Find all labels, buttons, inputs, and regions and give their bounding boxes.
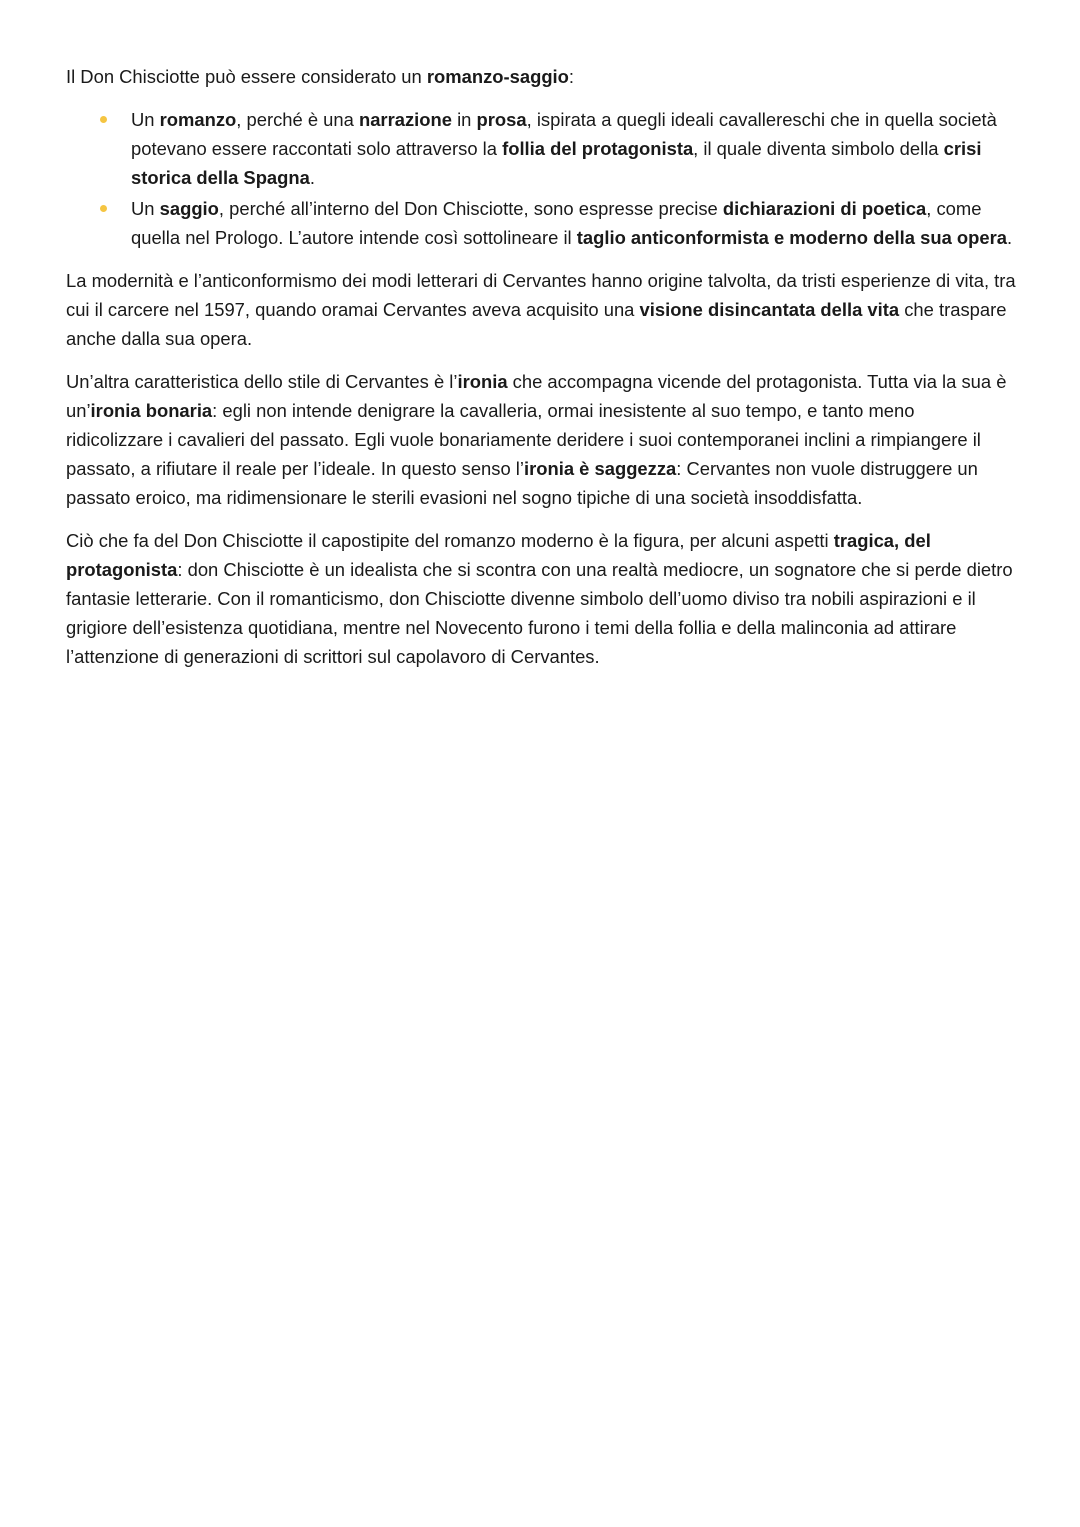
bold-term: narrazione — [358, 109, 452, 130]
text-run: . — [309, 167, 315, 188]
intro-bold-term: romanzo-saggio — [426, 66, 569, 87]
body-paragraph — [66, 266, 1016, 353]
body-paragraph — [66, 526, 1016, 671]
bold-term: taglio anticonformista e moderno della sua opera — [576, 227, 1007, 248]
bold-term: tragica, del protagonista — [66, 530, 931, 580]
text-run: , perché all’interno del Don Chisciotte, sono espresse precise — [218, 198, 723, 219]
text-run: in — [451, 109, 477, 130]
bold-term: prosa — [476, 109, 527, 130]
text-run: . — [1007, 227, 1013, 248]
bold-term: follia del protagonista — [502, 138, 694, 159]
intro-text: Il Don Chisciotte può essere considerato un — [66, 66, 427, 87]
bold-term: ironia bonaria — [90, 400, 213, 421]
bold-term: romanzo — [159, 109, 237, 130]
text-run: : don Chisciotte è un idealista che si scontra con una realtà mediocre, un sognatore che si perde dietro fantasie letterarie. Con il romanticismo, don Chisciotte divenne simbolo dell’uomo diviso tra nobili aspirazioni e il grigiore dell’esistenza quotidiana, mentre nel Novecento furono i temi della follia e della malinconia ad attirare l’attenzione di generazioni di scrittori sul capolavoro di Cervantes. — [66, 559, 1013, 667]
bold-term: ironia è saggezza — [523, 458, 677, 479]
bold-term: visione disincantata della vita — [639, 299, 900, 320]
bold-term: ironia — [457, 371, 508, 392]
bullet-item — [131, 194, 1016, 252]
text-run: che traspare anche dalla sua opera. — [66, 299, 1007, 349]
text-run: Un — [131, 198, 160, 219]
definition-bullet-list — [66, 105, 1016, 252]
bullet-dot-icon — [100, 205, 107, 212]
text-run: che accompagna vicende del protagonista. Tutta via la sua è un’ — [66, 371, 1007, 421]
text-run: : egli non intende denigrare la cavalleria, ormai inesistente al suo tempo, e tanto meno ridicolizzare i cavalieri del passato. Egli vuole bonariamente deridere i suoi contemporanei inclini a rimpiangere il passato, a rifiutare il reale per l’ideale. In questo senso l’ — [66, 400, 981, 479]
intro-tail: : — [568, 66, 575, 87]
text-run: , perché è una — [236, 109, 359, 130]
text-run: , il quale diventa simbolo della — [693, 138, 944, 159]
text-run: La modernità e l’anticonformismo dei modi letterari di Cervantes hanno origine talvolta, da tristi esperienze di vita, tra cui il carcere nel 1597, quando oramai Cervantes aveva acquisito una — [66, 270, 1016, 320]
text-run: Ciò che fa del Don Chisciotte il capostipite del romanzo moderno è la figura, per alcuni aspetti — [66, 530, 834, 551]
text-run: , ispirata a quegli ideali cavallereschi che in quella società potevano essere raccontati solo attraverso la — [131, 109, 997, 159]
text-run: : Cervantes non vuole distruggere un passato eroico, ma ridimensionare le sterili evasioni nel sogno tipiche di una società insoddisfatta. — [66, 458, 978, 508]
body-paragraph — [66, 367, 1016, 512]
bullet-item — [131, 105, 1016, 192]
bold-term: dichiarazioni di poetica — [722, 198, 927, 219]
document-page — [66, 62, 1016, 685]
text-run: , come quella nel Prologo. L’autore intende così sottolineare il — [131, 198, 982, 248]
text-run: Un’altra caratteristica dello stile di Cervantes è l’ — [66, 371, 458, 392]
bold-term: crisi storica della Spagna — [131, 138, 982, 188]
bullet-dot-icon — [100, 116, 107, 123]
text-run: Un — [131, 109, 160, 130]
intro-paragraph — [66, 62, 1016, 91]
bold-term: saggio — [159, 198, 219, 219]
